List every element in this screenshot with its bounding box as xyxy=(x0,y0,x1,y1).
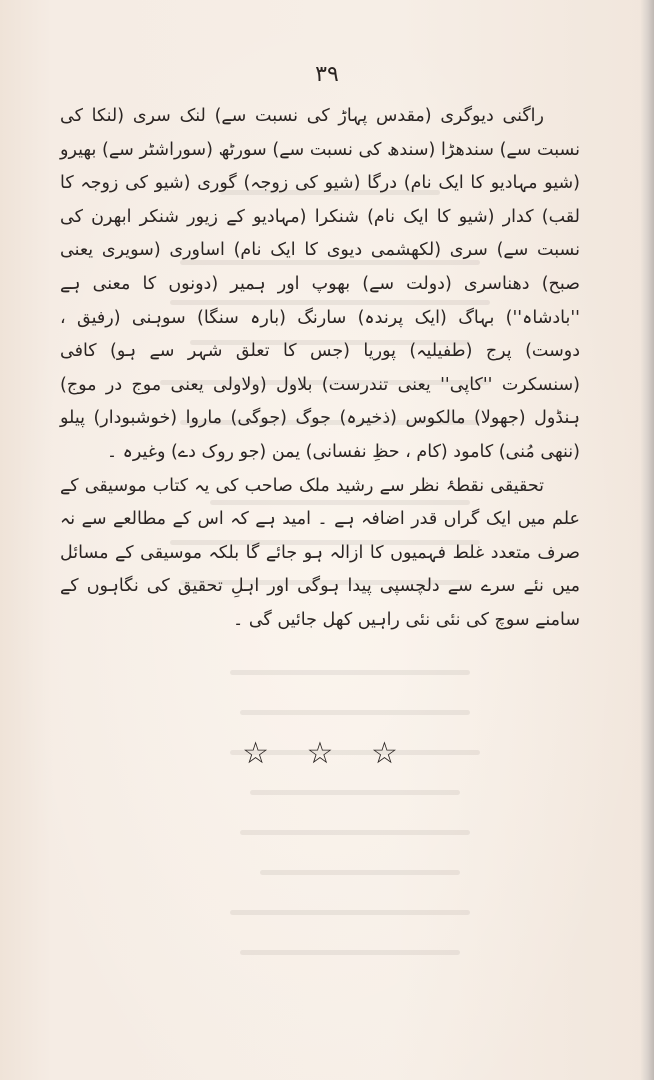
page-edge-shadow xyxy=(640,0,654,1080)
paragraph-raga-names: راگنی دیوگری (مقدس پہاڑ کی نسبت سے) لنک سری (لنکا کی نسبت سے) سندھڑا (سندھ کی نسبت سے) سورٹھ (سوراشٹر سے) بھیرو (شیو مہادیو کا ایک نام) درگا (شیو کی زوجہ) گوری (شیو کی زوجہ کا لقب) کدار (شیو کا ایک نام) شنکرا (مہادیو کے زیور شنکر ابھرن کی نسبت سے) سری (لکھشمی دیوی کا ایک نام) اساوری (سویری یعنی صبح) دھناسری (دولت سے) بھوپ اور ہمیر (دونوں کا معنی ہے ''بادشاہ'') بہاگ (ایک پرندہ) سارنگ (بارہ سنگا) سوہنی (رفیق ، دوست) پرج (طفیلیہ) پوریا (جس کا تعلق شہر سے ہو) کافی (سنسکرت ''کاپی'' یعنی تندرست) بلاول (ولاولی یعنی موج در موج) ہنڈول (جھولا) مالکوس (ذخیرہ) جوگ (جوگی) ماروا (خوشبودار) پیلو (ننھی مُنی) کامود (کام ، حظِ نفسانی) یمن (جو روک دے) وغیرہ ۔ xyxy=(60,106,580,462)
star-outline-icon: ☆ ☆ ☆ xyxy=(242,736,412,771)
page-number: ۳۹ xyxy=(315,62,339,87)
body-text xyxy=(60,100,580,638)
paragraph-book-assessment: تحقیقی نقطۂ نظر سے رشید ملک صاحب کی یہ کتاب موسیقی کے علم میں ایک گراں قدر اضافہ ہے ۔ امید ہے کہ اس کے مطالعے سے نہ صرف متعدد غلط فہمیوں کا ازالہ ہو جائے گا بلکہ موسیقی کے مسائل میں نئے سرے سے دلچسپی پیدا ہوگی اور اہلِ تحقیق کی نگاہوں کے سامنے سوچ کی نئی نئی راہیں کھل جائیں گی ۔ xyxy=(60,475,580,630)
